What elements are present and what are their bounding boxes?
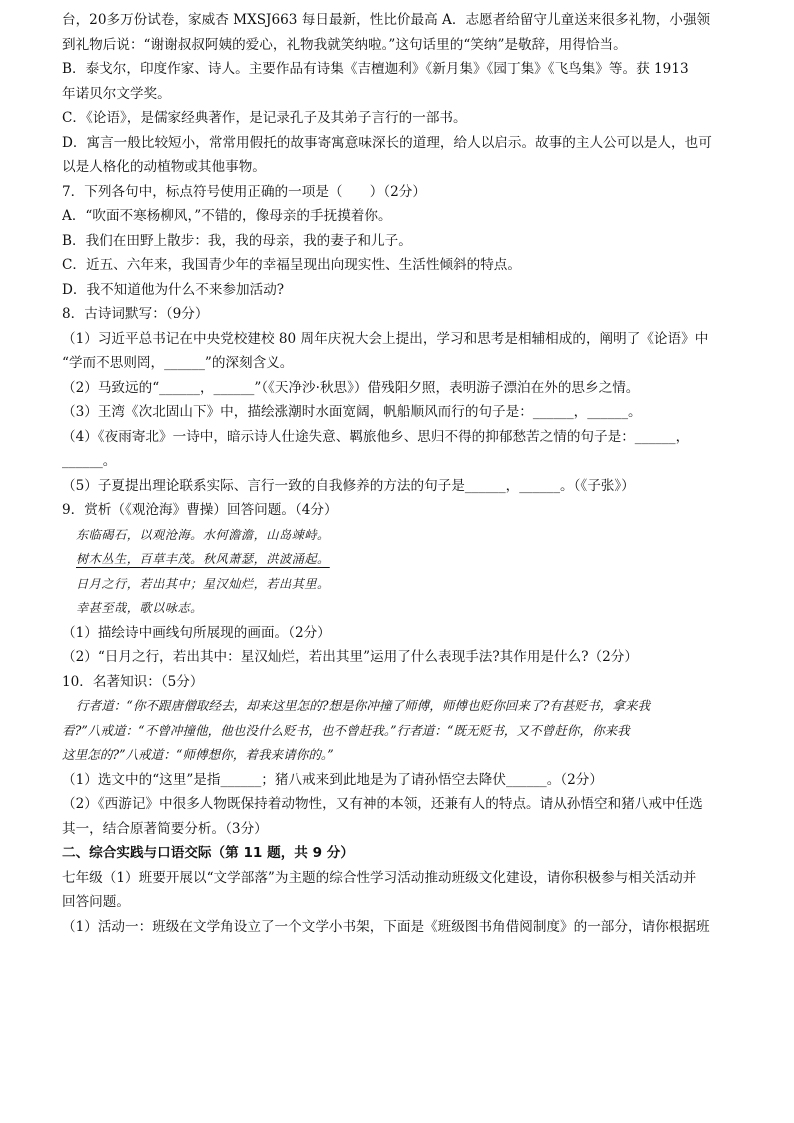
line-text: 8．古诗词默写：（9分） <box>62 306 209 322</box>
text-line <box>62 498 742 523</box>
text-line <box>62 768 742 793</box>
text-line <box>62 474 742 499</box>
excerpt-line <box>62 719 742 744</box>
line-text: 其一，结合原著简要分析。（3分） <box>62 820 268 837</box>
line-text: 以是人格化的动植物或其他事物。 <box>62 159 266 175</box>
line-text: 回答问题。 <box>62 894 130 910</box>
text-line <box>62 449 742 474</box>
line-text: （4）《夜雨寄北》一诗中，暗示诗人仕途失意、羁旅他乡、思归不得的抑郁愁苦之情的句子是：______， <box>62 428 690 445</box>
line-text: D．寓言一般比较短小，常常用假托的故事寄寓意味深长的道理，给人以启示。故事的主人公可以是人，也可 <box>62 134 712 151</box>
line-text: C．《论语》，是儒家经典著作，是记录孔子及其弟子言行的一部书。 <box>62 110 467 126</box>
line-text: 树木丛生，百草丰茂。秋风萧瑟，洪波涌起。 <box>76 552 330 566</box>
text-line <box>62 621 742 646</box>
line-text: 行者道：“你不跟唐僧取经去，却来这里怎的?想是你冲撞了师傅，师傅也贬你回来了?有甚贬书，拿来我 <box>76 698 651 713</box>
line-text: 这里怎的?”八戒道：“师傅想你，着我来请你的。” <box>62 747 334 762</box>
text-line <box>62 670 742 695</box>
line-text: B．泰戈尔，印度作家、诗人。主要作品有诗集《吉檀迦利》《新月集》《园丁集》《飞鸟集》等。获 1913 <box>62 61 689 77</box>
text-line <box>62 131 742 156</box>
line-text: （1）选文中的“这里”是指______；猪八戒来到此地是为了请孙悟空去降伏______。（2分） <box>62 771 603 788</box>
text-line <box>62 106 742 131</box>
text-line <box>62 645 742 670</box>
text-line <box>62 253 742 278</box>
line-text: （1）习近平总书记在中央党校建校 80 周年庆祝大会上提出，学习和思考是相辅相成的，阐明了《论语》中 <box>62 330 709 347</box>
text-line <box>62 180 742 205</box>
line-text: 看?”八戒道：“不曾冲撞他，他也没什么贬书，也不曾赶我。”行者道：“既无贬书，又不曾赶你，你来我 <box>62 722 630 738</box>
poem-line <box>62 596 742 621</box>
excerpt-line <box>62 694 742 719</box>
line-text: 台，20多万份试卷，家威杏 MXSJ663 每日最新，性比价最高 A．志愿者给留守儿童送来很多礼物，小强领 <box>62 12 711 28</box>
text-line <box>62 327 742 352</box>
line-text: 9．赏析（《观沧海》曹操）回答问题。（4分） <box>62 502 338 518</box>
poem-line <box>62 572 742 597</box>
text-line <box>62 866 742 891</box>
text-line <box>62 33 742 58</box>
line-text: C．近五、六年来，我国青少年的幸福呈现出向现实性、生活性倾斜的特点。 <box>62 257 521 273</box>
line-text: 二、综合实践与口语交际（第 11 题，共 9 分） <box>62 845 354 861</box>
text-line <box>62 792 742 817</box>
line-text: ______。 <box>62 453 117 469</box>
text-line <box>62 351 742 376</box>
line-text: D．我不知道他为什么不来参加活动? <box>62 281 285 298</box>
text-line <box>62 229 742 254</box>
line-text: 7．下列各句中，标点符号使用正确的一项是（ ）（2分） <box>62 183 426 200</box>
text-line <box>62 204 742 229</box>
line-text: B．我们在田野上散步：我，我的母亲，我的妻子和儿子。 <box>62 232 412 249</box>
text-line <box>62 155 742 180</box>
line-text: 年诺贝尔文学奖。 <box>62 85 171 102</box>
excerpt-line <box>62 743 742 768</box>
line-text: 幸甚至哉，歌以咏志。 <box>76 601 203 615</box>
text-line <box>62 890 742 915</box>
text-line <box>62 376 742 401</box>
line-text: 东临碣石，以观沧海。水何澹澹，山岛竦峙。 <box>76 527 330 542</box>
line-text: （5）子夏提出理论联系实际、言行一致的自我修养的方法的句子是______，______。（《子张》） <box>62 477 635 494</box>
text-line <box>62 57 742 82</box>
line-text: （2）《西游记》中很多人物既保持着动物性，又有神的本领，还兼有人的特点。请从孙悟空和猪八戒中任选 <box>62 796 703 812</box>
line-text: 日月之行，若出其中；星汉灿烂，若出其里。 <box>76 576 330 591</box>
section-heading <box>62 841 742 866</box>
text-line <box>62 400 742 425</box>
line-text: 七年级（1）班要开展以“文学部落”为主题的综合性学习活动推动班级文化建设，请你积极参与相关活动并 <box>62 869 697 886</box>
line-text: （2）“日月之行，若出其中：星汉灿烂，若出其里”运用了什么表现手法?其作用是什么?（2分） <box>62 649 638 665</box>
line-text: （1）活动一：班级在文学角设立了一个文学小书架，下面是《班级图书角借阅制度》的一部分，请你根据班 <box>62 918 710 935</box>
line-text: A．“吹面不寒杨柳风，”不错的，像母亲的手抚摸着你。 <box>62 208 392 224</box>
line-text: “学而不思则罔，______”的深刻含义。 <box>62 355 294 371</box>
line-text: 到礼物后说：“谢谢叔叔阿姨的爱心，礼物我就笑纳啦。”这句话里的“笑纳”是敬辞，用得恰当。 <box>62 36 627 53</box>
text-line <box>62 82 742 107</box>
poem-line <box>62 523 742 548</box>
text-line <box>62 278 742 303</box>
poem-line-underlined <box>62 547 742 572</box>
line-text: 10．名著知识：（5分） <box>62 673 204 690</box>
line-text: （1）描绘诗中画线句所展现的画面。（2分） <box>62 624 331 641</box>
text-line <box>62 8 742 33</box>
text-line <box>62 302 742 327</box>
text-line <box>62 817 742 842</box>
text-line <box>62 915 742 940</box>
line-text: （3）王湾《次北固山下》中，描绘涨潮时水面宽阔，帆船顺风而行的句子是：______，______。 <box>62 404 642 420</box>
text-line <box>62 425 742 450</box>
line-text: （2）马致远的“______，______”（《天净沙·秋思》）借残阳夕照，表明游子漂泊在外的思乡之情。 <box>62 379 640 396</box>
